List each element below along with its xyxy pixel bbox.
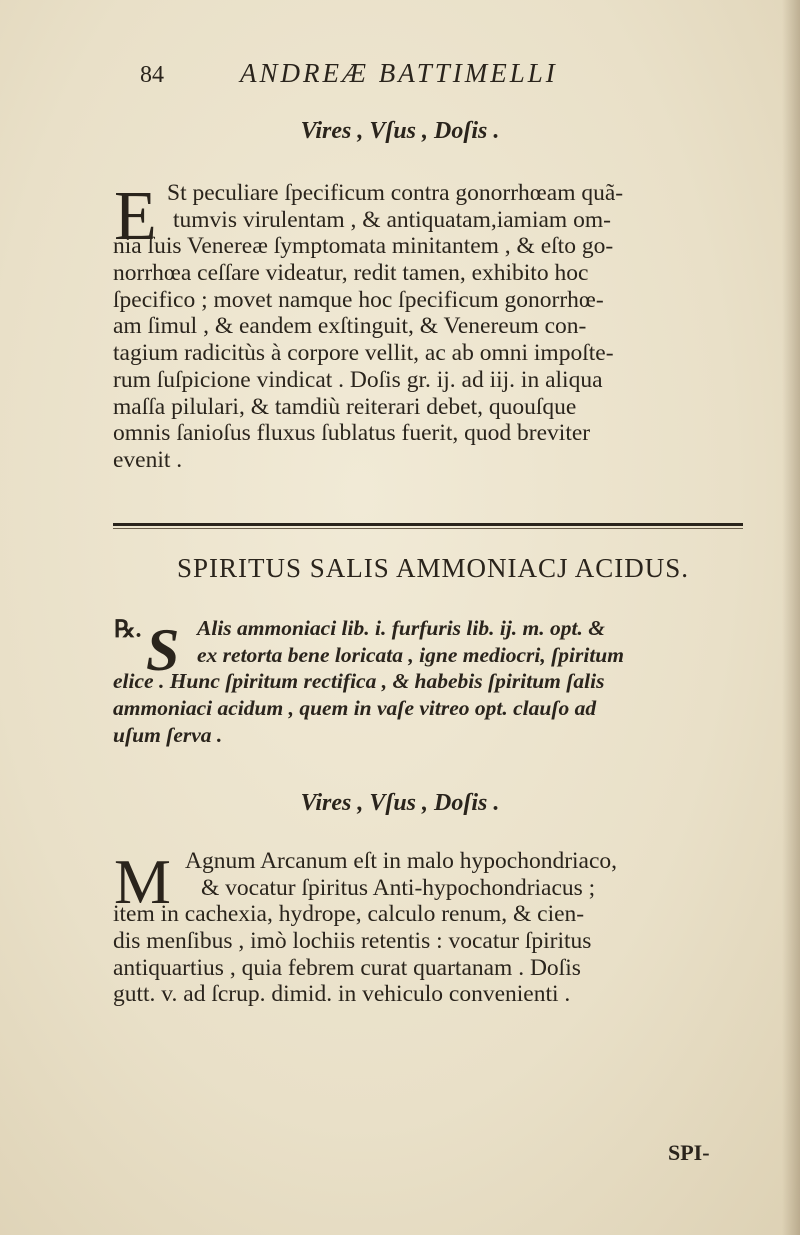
body-line: evenit . <box>113 446 183 473</box>
section2-dropcap: S <box>146 617 180 683</box>
recipe-line: uſum ſerva . <box>113 722 223 747</box>
page-header <box>110 58 750 94</box>
body-line: antiquartius , quia febrem curat quartanam . Doſis <box>113 954 581 981</box>
catchword: SPI- <box>668 1140 710 1165</box>
recipe-line: ex retorta bene loricata , igne mediocri, ſpiritum <box>197 642 624 667</box>
body-line: dis menſibus , imò lochiis retentis : vocatur ſpiritus <box>113 928 592 955</box>
page-spine-shadow <box>782 0 800 1235</box>
body-line: & vocatur ſpiritus Anti-hypochondriacus ; <box>201 874 596 901</box>
section2-dropcap-m: M <box>114 846 171 917</box>
body-line: item in cachexia, hydrope, calculo renum, & cien- <box>113 901 585 928</box>
section2-title: SPIRITUS SALIS AMMONIACJ ACIDUS. <box>176 553 690 583</box>
section2-subhead: Vires , Vſus , Doſis . <box>300 790 500 816</box>
section1-subhead: Vires , Vſus , Doſis . <box>300 118 500 144</box>
section1-body <box>113 180 753 474</box>
section-divider-thin <box>113 528 743 529</box>
recipe-symbol: ℞. <box>114 617 142 643</box>
body-line: rum ſuſpicione vindicat . Doſis gr. ij. ad iij. in aliqua <box>113 366 603 393</box>
recipe-line: Alis ammoniaci lib. i. furfuris lib. ij. m. opt. & <box>197 616 605 640</box>
body-line: ſpecifico ; movet namque hoc ſpecificum gonorrhœ- <box>113 286 604 313</box>
recipe-line: ammoniaci acidum , quem in vaſe vitreo opt. clauſo ad <box>113 696 597 721</box>
body-line: tumvis virulentam , & antiquatam,iamiam om- <box>173 206 611 233</box>
body-line: nia ſuis Venereæ ſymptomata minitantem , & eſto go- <box>113 233 614 260</box>
body-line: omnis ſanioſus fluxus ſublatus fuerit, quod breviter <box>113 420 591 447</box>
body-line: tagium radicitùs à corpore vellit, ac ab omni impoſte- <box>113 340 614 367</box>
body-line: gutt. v. ad ſcrup. dimid. in vehiculo convenienti . <box>113 981 571 1008</box>
section1-dropcap: E <box>114 178 157 255</box>
section2-recipe <box>113 615 753 748</box>
section2-body <box>113 848 753 1008</box>
body-line: am ſimul , & eandem exſtinguit, & Venereum con- <box>113 313 587 340</box>
body-line: St peculiare ſpecificum contra gonorrhœam quã- <box>167 180 624 206</box>
body-line: maſſa pilulari, & tamdiù reiterari debet, quouſque <box>113 393 577 420</box>
recipe-line: elice . Hunc ſpiritum rectifica , & habebis ſpiritum ſalis <box>113 669 605 694</box>
section-divider-thick <box>113 523 743 526</box>
body-line: Agnum Arcanum eſt in malo hypochondriaco, <box>185 848 618 874</box>
page-number: 84 <box>140 62 164 88</box>
body-line: norrhœa ceſſare videatur, redit tamen, exhibito hoc <box>113 260 589 287</box>
running-head: ANDREÆ BATTIMELLI <box>240 58 558 88</box>
